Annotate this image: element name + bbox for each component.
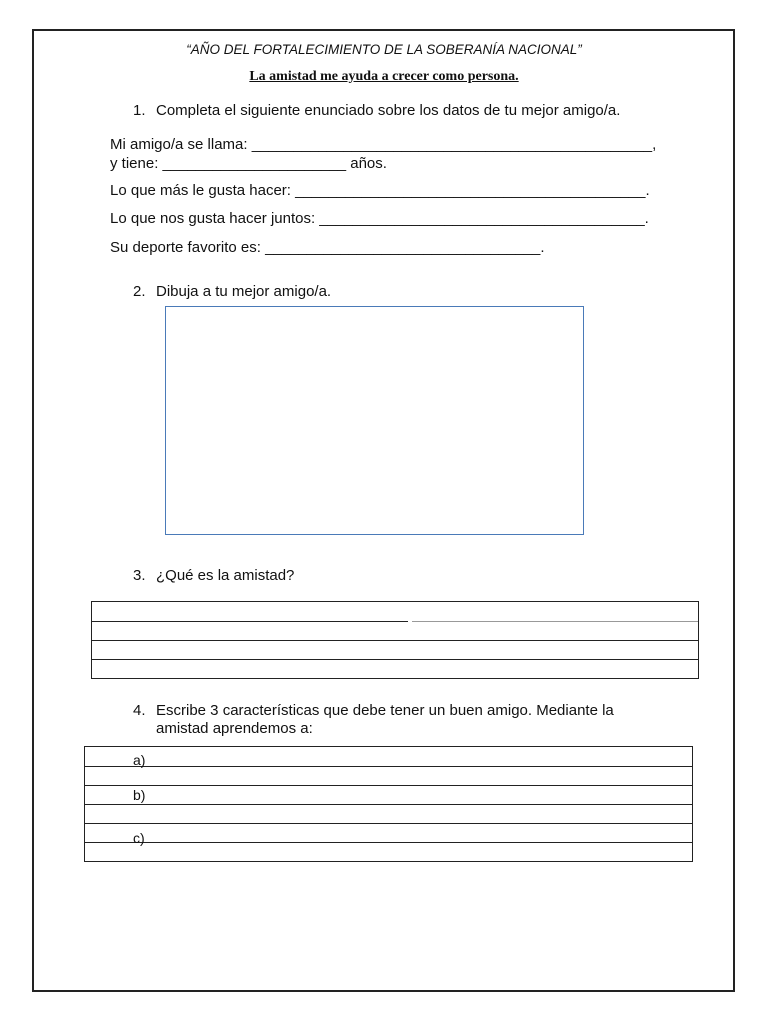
q4-item-a: a) bbox=[133, 752, 146, 768]
q4-answer-lines[interactable] bbox=[84, 746, 693, 862]
q4-prompt-line2: amistad aprendemos a: bbox=[156, 720, 313, 737]
worksheet-title: La amistad me ayuda a crecer como persona. bbox=[249, 69, 519, 84]
q1-age-line[interactable]: y tiene: ______________________ años. bbox=[110, 155, 387, 172]
answer-line bbox=[92, 659, 698, 660]
answer-line bbox=[85, 804, 692, 805]
answer-line bbox=[412, 621, 698, 622]
q3-answer-lines[interactable] bbox=[91, 601, 699, 679]
q4-number: 4. bbox=[133, 702, 146, 719]
q4-prompt-line1: Escribe 3 características que debe tener un buen amigo. Mediante la bbox=[156, 702, 614, 719]
answer-line bbox=[85, 842, 692, 843]
q1-sport-line[interactable]: Su deporte favorito es: _________________________________. bbox=[110, 239, 545, 256]
q4-item-c: c) bbox=[133, 830, 145, 846]
q1-likes-line[interactable]: Lo que más le gusta hacer: __________________________________________. bbox=[110, 182, 650, 199]
q4-item-b: b) bbox=[133, 787, 146, 803]
q2-prompt: Dibuja a tu mejor amigo/a. bbox=[156, 283, 332, 300]
q1-prompt: Completa el siguiente enunciado sobre los datos de tu mejor amigo/a. bbox=[156, 102, 621, 119]
answer-line bbox=[85, 766, 692, 767]
q1-together-line[interactable]: Lo que nos gusta hacer juntos: _______________________________________. bbox=[110, 210, 649, 227]
q1-friend-name-line[interactable]: Mi amigo/a se llama: ________________________________________________, bbox=[110, 136, 657, 153]
answer-line bbox=[85, 785, 692, 786]
answer-line bbox=[92, 640, 698, 641]
drawing-box[interactable] bbox=[165, 306, 584, 535]
q3-prompt: ¿Qué es la amistad? bbox=[156, 567, 295, 584]
q1-number: 1. bbox=[133, 102, 146, 119]
answer-line bbox=[85, 823, 692, 824]
q3-number: 3. bbox=[133, 567, 146, 584]
answer-line bbox=[92, 621, 408, 622]
q2-number: 2. bbox=[133, 283, 146, 300]
header-motto: “AÑO DEL FORTALECIMIENTO DE LA SOBERANÍA NACIONAL” bbox=[186, 42, 582, 57]
